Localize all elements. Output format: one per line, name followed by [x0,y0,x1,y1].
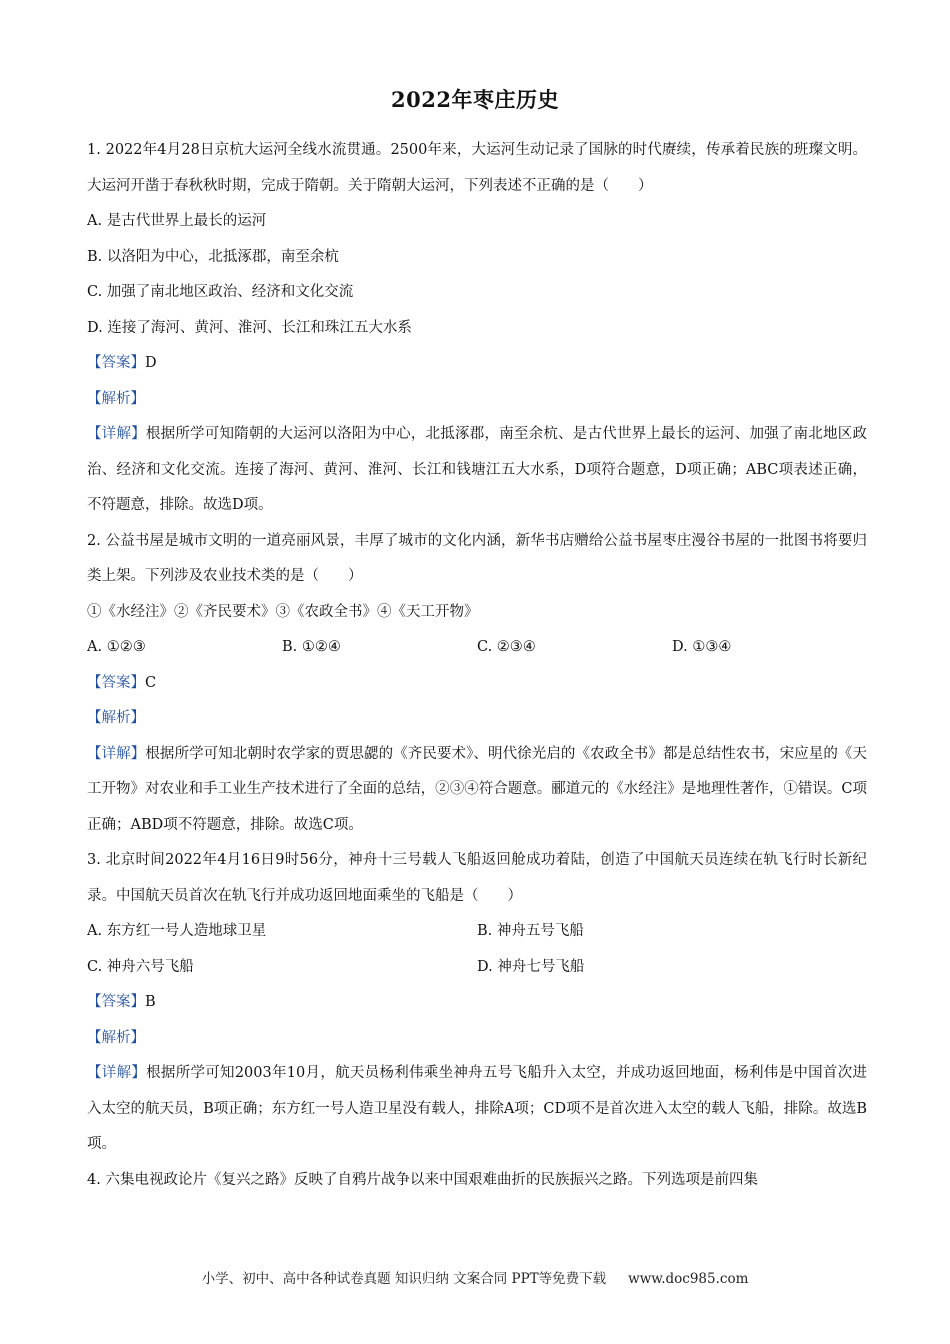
page-title: 2022年枣庄历史 [391,87,559,112]
analysis-line [87,1021,867,1057]
detail-tag: 【详解】 [87,745,146,762]
answer-value: B [145,994,156,1010]
detail-tag: 【详解】 [87,1065,147,1081]
option-d: D. 连接了海河、黄河、淮河、长江和珠江五大水系 [87,319,412,336]
answer-tag: 【答案】 [87,994,145,1010]
detail-paragraph [87,417,867,524]
option-c: C. ②③④ [477,639,536,655]
question-stem: 1. 2022年4月28日京杭大运河全线水流贯通。2500年来，大运河生动记录了国脉的时代赓续，传承着民族的班璨文明。大运河开凿于春秋秋时期，完成于隋朝。关于隋朝大运河，下列表述不正确的是（ ） [87,142,867,194]
option-b: B. 神舟五号飞船 [477,923,584,939]
footer-text: 小学、初中、高中各种试卷真题 知识归纳 文案合同 PPT等免费下载 [201,1271,607,1287]
analysis-line [87,701,867,737]
options-row [87,630,867,666]
question-3 [87,843,867,1163]
analysis-tag: 【解析】 [87,710,145,726]
answer-tag: 【答案】 [87,674,145,691]
answer-value: D [145,355,157,371]
detail-paragraph [87,1056,867,1163]
options-row-2 [87,950,867,986]
question-4 [87,1163,867,1199]
answer-line [87,985,867,1021]
option-c: C. 加强了南北地区政治、经济和文化交流 [87,284,354,300]
option-a: A. 东方红一号人造地球卫星 [87,923,267,939]
detail-text: 根据所学可知隋朝的大运河以洛阳为中心，北抵涿郡，南至余杭、是古代世界上最长的运河、加强了南北地区政治、经济和文化交流。连接了海河、黄河、淮河、长江和钱塘江五大水系，D项符合题意，D项正确；ABC项表述正确，不符题意，排除。故选D项。 [87,426,868,513]
answer-value: C [145,674,157,691]
option-d: D. ①③④ [672,639,732,655]
page-footer [0,1267,950,1287]
detail-paragraph [87,737,867,844]
detail-text: 根据所学可知2003年10月，航天员杨利伟乘坐神舟五号飞船升入太空，并成功返回地面，杨利伟是中国首次进入太空的航天员，B项正确；东方红一号人造卫星没有载人，排除A项；CD项不是首次进入太空的载人飞船，排除。故选B项。 [87,1065,867,1152]
option-b: B. 以洛阳为中心，北抵涿郡，南至余杭 [87,248,339,265]
detail-text: 根据所学可知北朝时农学家的贾思勰的《齐民要术》、明代徐光启的《农政全书》都是总结性农书，宋应星的《天工开物》对农业和手工业生产技术进行了全面的总结，②③④符合题意。郦道元的《水经注》是地理性著作，①错误。C项正确；ABD项不符题意，排除。故选C项。 [87,745,868,833]
answer-line [87,666,867,702]
option-c: C. 神舟六号飞船 [87,958,194,975]
document-body [87,133,867,1198]
question-1 [87,133,867,524]
option-b: B. ①②④ [282,639,341,655]
option-a: A. 是古代世界上最长的运河 [87,213,267,229]
question-stem: 2. 公益书屋是城市文明的一道亮丽风景，丰厚了城市的文化内涵，新华书店赠给公益书屋枣庄漫谷书屋的一批图书将要归类上架。下列涉及农业技术类的是（ ） [87,532,867,584]
footer-url[interactable]: www.doc985.com [628,1271,749,1287]
analysis-line [87,382,867,418]
options-row-1 [87,914,867,950]
analysis-tag: 【解析】 [87,1029,145,1046]
detail-tag: 【详解】 [87,426,146,442]
analysis-tag: 【解析】 [87,390,145,407]
option-a: A. ①②③ [87,639,146,655]
question-items: ①《水经注》②《齐民要术》③《农政全书》④《天工开物》 [87,603,479,620]
question-stem: 3. 北京时间2022年4月16日9时56分，神舟十三号载人飞船返回舱成功着陆，创造了中国航天员连续在轨飞行时长新纪录。中国航天员首次在轨飞行并成功返回地面乘坐的飞船是（ ） [87,852,867,904]
answer-line [87,346,867,382]
answer-tag: 【答案】 [87,355,145,371]
question-2 [87,524,867,844]
question-stem: 4. 六集电视政论片《复兴之路》反映了自鸦片战争以来中国艰难曲折的民族振兴之路。下列选项是前四集 [87,1171,758,1188]
option-d: D. 神舟七号飞船 [477,958,585,975]
